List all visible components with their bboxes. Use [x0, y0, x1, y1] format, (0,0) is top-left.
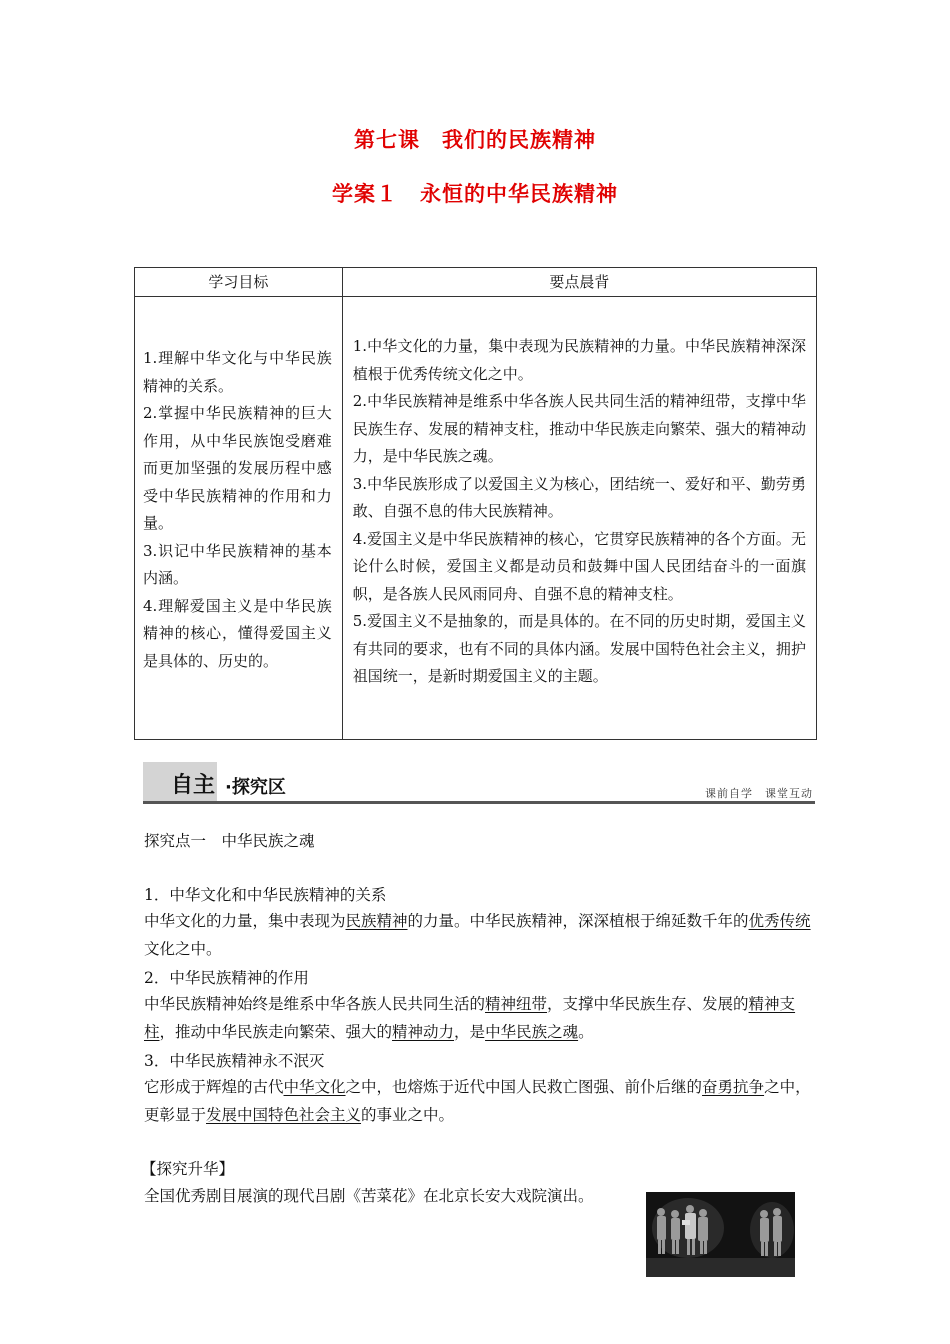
banner-divider: [143, 801, 815, 804]
fill-blank: 民族精神: [345, 912, 408, 930]
text: 。: [578, 1022, 594, 1041]
header-goals: 学习目标: [135, 268, 343, 297]
fill-blank: 精神支柱: [144, 995, 796, 1041]
section-banner: [143, 762, 815, 803]
fill-blank: 发展中国特色社会主义: [206, 1105, 362, 1124]
explore-label: 【探究升华】: [141, 1160, 235, 1178]
lesson-title: 第七课 我们的民族精神: [354, 128, 596, 152]
text: 的事业之中。: [361, 1105, 455, 1124]
fill-blank: 精神纽带: [485, 995, 548, 1013]
header-points: 要点晨背: [342, 268, 816, 297]
text: ，支撑中华民族生存、发展的: [547, 995, 749, 1013]
opera-stage-photo: [646, 1192, 795, 1277]
text: 中华文化的力量，集中表现为: [144, 912, 346, 930]
goal-item: 1.理解中华文化与中华民族精神的关系。: [143, 349, 332, 395]
fill-blank: 中华民族之魂: [485, 1022, 579, 1041]
goal-item: 4.理解爱国主义是中华民族精神的核心，懂得爱国主义是具体的、历史的。: [143, 596, 332, 670]
text: 文化之中。: [144, 939, 222, 958]
point-item: 5.爱国主义不是抽象的，而是具体的。在不同的历史时期，爱国主义有共同的要求，也有不同的具体内涵。发展中国特色社会主义，拥护祖国统一，是新时期爱国主义的主题。: [352, 612, 806, 685]
text: 之中，也熔炼于近代中国人民救亡图强、前仆后继的: [345, 1078, 703, 1096]
point-item: 1.中华文化的力量，集中表现为民族精神的力量。中华民族精神深深植根于优秀传统文化之中。: [352, 337, 806, 383]
banner-sub: ·探究区: [225, 777, 286, 798]
heading-1: 1．中华文化和中华民族精神的关系: [144, 886, 387, 904]
points-cell: [342, 297, 816, 740]
case-title: 学案１ 永恒的中华民族精神: [332, 182, 618, 206]
fill-blank: 奋勇抗争: [702, 1078, 765, 1096]
paragraph-2: [144, 991, 812, 1046]
point-item: 2.中华民族精神是维系中华各族人民共同生活的精神纽带，支撑中华民族生存、发展的精神支柱，推动中华民族走向繁荣、强大的精神动力，是中华民族之魂。: [352, 392, 806, 465]
stage-image: [646, 1192, 795, 1277]
text: 之中，更彰显于: [144, 1078, 811, 1124]
explore-text: 全国优秀剧目展演的现代吕剧《苦菜花》在北京长安大戏院演出。: [144, 1187, 594, 1205]
banner-right: 课前自学 课堂互动: [705, 787, 813, 800]
explore-point-title: 探究点一 中华民族之魂: [144, 832, 315, 850]
point-item: 4.爱国主义是中华民族精神的核心，它贯穿民族精神的各个方面。无论什么时候，爱国主义都是动员和鼓舞中国人民团结奋斗的一面旗帜，是各族人民风雨同舟、自强不息的精神支柱。: [352, 529, 806, 603]
heading-2: 2．中华民族精神的作用: [144, 969, 309, 987]
fill-blank: 中华文化: [283, 1078, 346, 1096]
goals-cell: [135, 297, 343, 740]
text: ，是: [454, 1022, 486, 1041]
goal-item: 2.掌握中华民族精神的巨大作用，从中华民族饱受磨难而更加坚强的发展历程中感受中华民族精神的作用和力量。: [143, 404, 332, 532]
banner-main: 自主: [171, 773, 216, 798]
text: 的力量。中华民族精神，深深植根于绵延数千年的: [407, 912, 749, 930]
fill-blank: 优秀传统: [748, 912, 811, 930]
text: ，推动中华民族走向繁荣、强大的: [159, 1022, 393, 1041]
paragraph-1: [144, 908, 812, 963]
text: 它形成于辉煌的古代: [144, 1078, 284, 1096]
paragraph-3: [144, 1074, 812, 1129]
goal-item: 3.识记中华民族精神的基本内涵。: [143, 541, 332, 587]
fill-blank: 精神动力: [392, 1022, 455, 1041]
text: 中华民族精神始终是维系中华各族人民共同生活的: [144, 995, 486, 1013]
point-item: 3.中华民族形成了以爱国主义为核心，团结统一、爱好和平、勤劳勇敢、自强不息的伟大民族精神。: [352, 474, 806, 520]
heading-3: 3．中华民族精神永不泯灭: [144, 1052, 325, 1070]
goals-table: [134, 267, 817, 740]
